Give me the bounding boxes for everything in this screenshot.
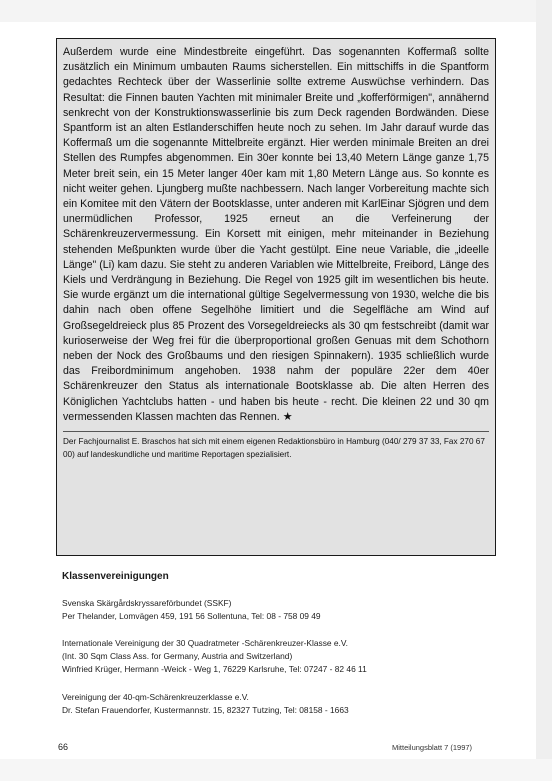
article-body-paragraph: [63, 45, 489, 425]
article-body-text: Außerdem wurde eine Mindestbreite eingeführt. Das sogenannten Koffermaß sollte zusätzlich ein Minimum umbauten Raums sicherstellen. Ein mittschiffs in die Spantform gedachtes Rechteck über der Wasserlinie sollte extreme Auswüchse verhindern. Das Resultat: die Finnen bauten Yachten mit minimaler Breite und „kofferförmigen", annähernd senkrecht von der Konstruktionswasserlinie bis zum Deck ragenden Bordwänden. Diese Spantform ist an alten Estlanderschiffen heute noch zu sehen. Im Jahr darauf wurde das Koffermaß um die sogenannte Mittelbreite ergänzt. Hier werden minimale Breiten an drei Stellen des Rumpfes abgenommen. Ein 30er konnte bei 13,40 Metern Länge ganze 1,75 Meter breit sein, ein 15 Meter langer 40er kam mit 1,80 Metern Länge aus. So konnte es nicht weiter gehen. Ljungberg mußte nachbessern. Nach langer Vorbereitung machte sich ein Komitee mit den Vätern der Bootsklasse, unter anderen mit KarlEinar Sjögren und dem unermüdlichen Professor, 1925 erneut an die Verfeinerung der Schärenkreuzervermessung. Ein Korsett mit einigen, mehr miteinander in Beziehung stehenden Meßpunkten wurde über die Yacht gestülpt. Eine neue Variable, die „ideelle Länge" (Li) kam dazu. Sie steht zu anderen Variablen wie Mittelbreite, Freibord, Länge des Kiels und Verdrängung in Beziehung. Die Regel von 1925 gilt im wesentlichen bis heute. Sie wurde ergänzt um die international gültige Segelvermessung von 1930, welche die bis dahin nach oben offene Segelhöhe limitiert und die Segelfläche am Wind auf Großsegeldreieck plus 85 Prozent des Vorsegeldreiecks als 30 qm festschreibt (damit war kurioserweise der Weg frei für die überproportional großen Genuas mit dem Schothorn neben der Nock des Großbaums und den riesigen Spinnakern). 1935 schließlich wurde das Freibordminimum angehoben. 1938 nahm der populäre 22er dem 40er Schärenkreuzer den Status als internationale Bootsklasse ab. Die alten Herren des Königlichen Yachtclubs hatten - und haben bis heute - recht. Die kleinen 22 und 30 qm vermessenden Klassen machten das Rennen.: [63, 46, 489, 423]
page-edge-bottom: [0, 759, 552, 781]
page-edge-right: [536, 0, 552, 781]
association-sskf: [62, 597, 321, 623]
note-divider: [63, 431, 489, 432]
association-name: Internationale Vereinigung der 30 Quadratmeter -Schärenkreuzer-Klasse e.V.: [62, 638, 349, 648]
end-mark-star-icon: ★: [282, 410, 293, 423]
section-heading: Klassenvereinigungen: [62, 571, 169, 582]
association-40qm: [62, 691, 349, 717]
article-box: [56, 38, 496, 556]
association-contact: Winfried Krüger, Hermann -Weick - Weg 1, 76229 Karlsruhe, Tel: 07247 - 82 46 11: [62, 663, 367, 674]
page-edge-top: [0, 0, 552, 22]
association-contact: Per Thelander, Lomvägen 459, 191 56 Sollentuna, Tel: 08 - 758 09 49: [62, 610, 321, 621]
association-contact: Dr. Stefan Frauendorfer, Kustermannstr. 15, 82327 Tutzing, Tel: 08158 - 1663: [62, 704, 349, 715]
association-name: Vereinigung der 40-qm-Schärenkreuzerklasse e.V.: [62, 692, 249, 702]
publication-footer: Mitteilungsblatt 7 (1997): [392, 743, 473, 752]
page-number: 66: [58, 742, 69, 752]
author-note: Der Fachjournalist E. Braschos hat sich mit einem eigenen Redaktionsbüro in Hamburg (040/ 279 37 33, Fax 270 67 00) auf landeskundliche und maritime Reportagen spezialisiert.: [63, 437, 485, 459]
association-30qm: [62, 637, 367, 675]
association-subtitle: (Int. 30 Sqm Class Ass. for Germany, Austria and Switzerland): [62, 650, 293, 661]
association-name: Svenska Skärgårdskryssareförbundet (SSKF): [62, 598, 232, 608]
